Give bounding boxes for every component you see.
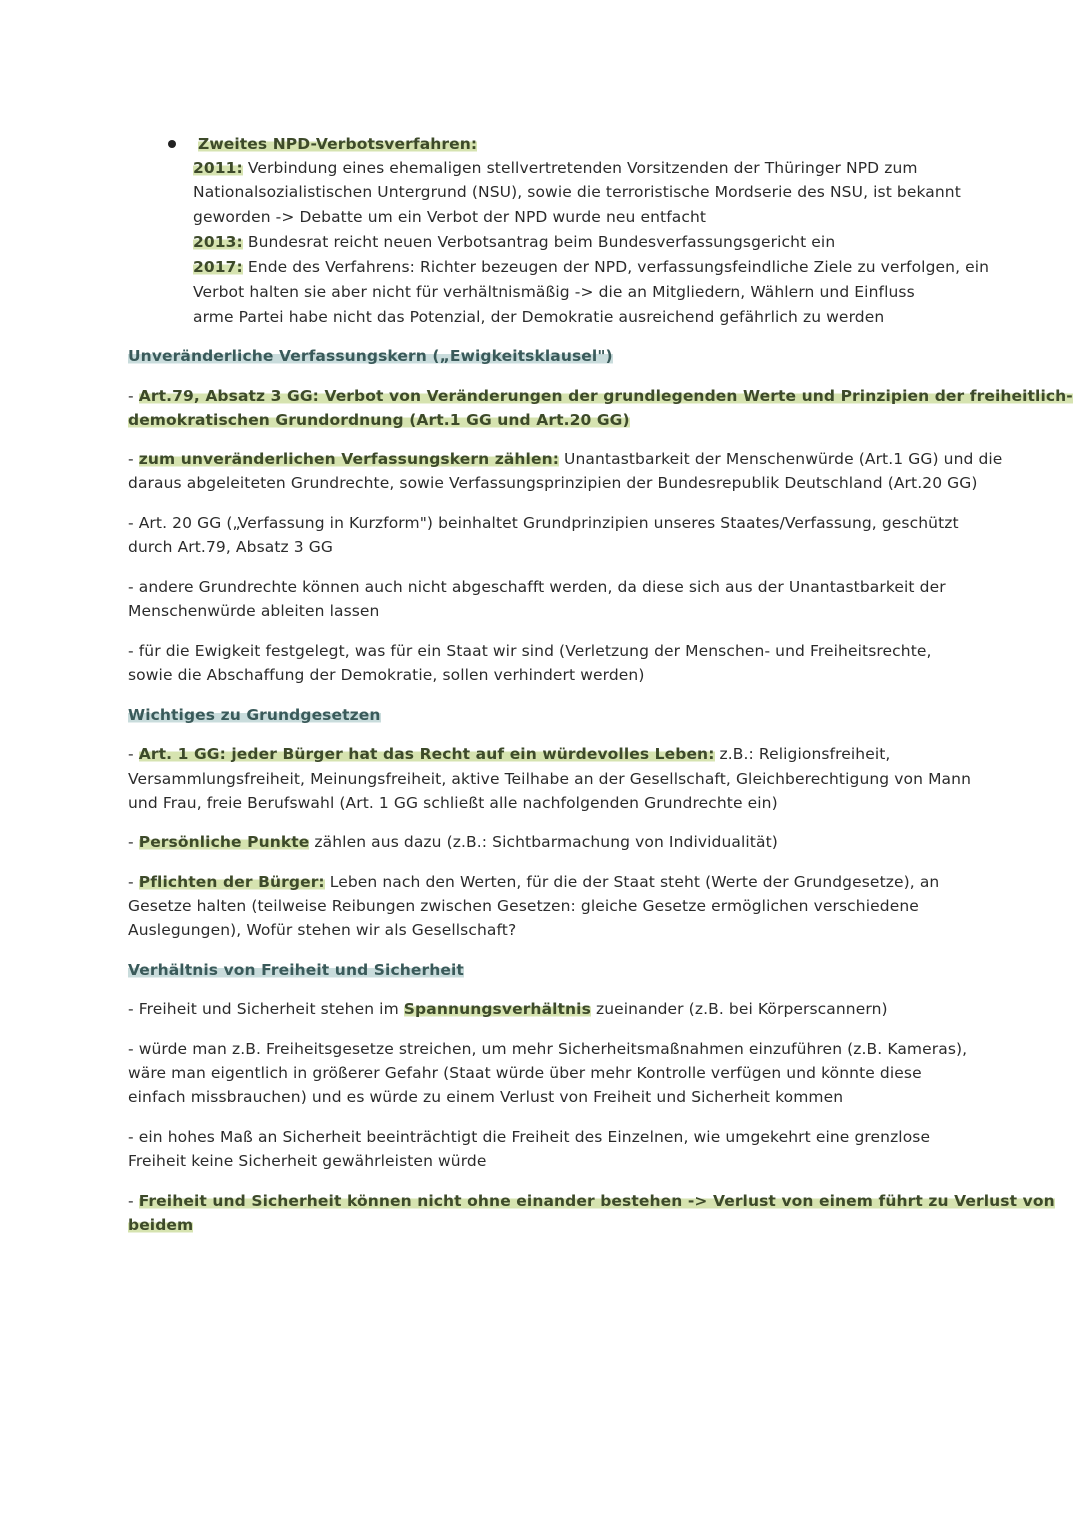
- kern-line: daraus abgeleiteten Grundrechte, sowie Verfassungsprinzipien der Bundesrepublik Deutschland (Art.20 GG): [128, 474, 978, 492]
- grund-paragraph-1: - Art. 1 GG: jeder Bürger hat das Recht auf ein würdevolles Leben: z.B.: Religionsfreiheit,: [128, 745, 891, 763]
- frei-paragraph-4: - Freiheit und Sicherheit können nicht ohne einander bestehen -> Verlust von einem führt zu Verlust von: [128, 1192, 1055, 1210]
- frei-line: Freiheit keine Sicherheit gewährleisten würde: [128, 1152, 487, 1170]
- frei-paragraph-4-cont: beidem: [128, 1216, 194, 1234]
- grund-line: und Frau, freie Berufswahl (Art. 1 GG schließt alle nachfolgenden Grundrechte ein): [128, 794, 778, 812]
- npd-line-2013: 2013: Bundesrat reicht neuen Verbotsantrag beim Bundesverfassungsgericht ein: [193, 233, 836, 251]
- kern-paragraph-1-cont: demokratischen Grundordnung (Art.1 GG und Art.20 GG): [128, 411, 630, 429]
- npd-line: Nationalsozialistischen Untergrund (NSU), sowie die terroristische Mordserie des NSU, ist bekannt: [193, 183, 961, 201]
- npd-line-2011: 2011: Verbindung eines ehemaligen stellvertretenden Vorsitzenden der Thüringer NPD zum: [193, 159, 918, 177]
- frei-line: einfach missbrauchen) und es würde zu einem Verlust von Freiheit und Sicherheit kommen: [128, 1088, 844, 1106]
- frei-line: - ein hohes Maß an Sicherheit beeinträchtigt die Freiheit des Einzelnen, wie umgekehrt eine grenzlose: [128, 1128, 931, 1146]
- section-heading-grund: Wichtiges zu Grundgesetzen: [128, 706, 381, 724]
- frei-paragraph-1: - Freiheit und Sicherheit stehen im Spannungsverhältnis zueinander (z.B. bei Körperscannern): [128, 1000, 888, 1018]
- npd-line: Verbot halten sie aber nicht für verhältnismäßig -> die an Mitgliedern, Wählern und Einfluss: [193, 283, 915, 301]
- grund-paragraph-2: - Persönliche Punkte zählen aus dazu (z.B.: Sichtbarmachung von Individualität): [128, 833, 778, 851]
- kern-line: - für die Ewigkeit festgelegt, was für ein Staat wir sind (Verletzung der Menschen- und Freiheitsrechte,: [128, 642, 932, 660]
- npd-line-2017: 2017: Ende des Verfahrens: Richter bezeugen der NPD, verfassungsfeindliche Ziele zu verfolgen, ein: [193, 258, 990, 276]
- frei-line: wäre man eigentlich in größerer Gefahr (Staat würde über mehr Kontrolle verfügen und könnte diese: [128, 1064, 922, 1082]
- kern-paragraph-2: - zum unveränderlichen Verfassungskern zählen: Unantastbarkeit der Menschenwürde (Art.1 GG) und die: [128, 450, 1003, 468]
- grund-paragraph-3: - Pflichten der Bürger: Leben nach den Werten, für die der Staat steht (Werte der Grundgesetze), an: [128, 873, 940, 891]
- npd-line: geworden -> Debatte um ein Verbot der NPD wurde neu entfacht: [193, 208, 707, 226]
- grund-line: Gesetze halten (teilweise Reibungen zwischen Gesetzen: gleiche Gesetze ermöglichen verschiedene: [128, 897, 919, 915]
- kern-paragraph-1: - Art.79, Absatz 3 GG: Verbot von Veränderungen der grundlegenden Werte und Prinzipien der freiheitlich-: [128, 387, 1073, 405]
- npd-heading: Zweites NPD-Verbotsverfahren:: [198, 135, 478, 153]
- frei-line: - würde man z.B. Freiheitsgesetze streichen, um mehr Sicherheitsmaßnahmen einzuführen (z.B. Kameras),: [128, 1040, 968, 1058]
- npd-line: arme Partei habe nicht das Potenzial, der Demokratie ausreichend gefährlich zu werden: [193, 308, 885, 326]
- grund-line: Auslegungen), Wofür stehen wir als Gesellschaft?: [128, 921, 517, 939]
- bullet-icon: [168, 140, 176, 148]
- section-heading-kern: Unveränderliche Verfassungskern („Ewigkeitsklausel"): [128, 347, 613, 365]
- kern-line: sowie die Abschaffung der Demokratie, sollen verhindert werden): [128, 666, 645, 684]
- section-heading-frei: Verhältnis von Freiheit und Sicherheit: [128, 961, 464, 979]
- kern-line: - andere Grundrechte können auch nicht abgeschafft werden, da diese sich aus der Unantastbarkeit der: [128, 578, 946, 596]
- kern-line: - Art. 20 GG („Verfassung in Kurzform") beinhaltet Grundprinzipien unseres Staates/Verfassung, geschützt: [128, 514, 959, 532]
- grund-line: Versammlungsfreiheit, Meinungsfreiheit, aktive Teilhabe an der Gesellschaft, Gleichberechtigung von Mann: [128, 770, 971, 788]
- kern-line: durch Art.79, Absatz 3 GG: [128, 538, 333, 556]
- kern-line: Menschenwürde ableiten lassen: [128, 602, 380, 620]
